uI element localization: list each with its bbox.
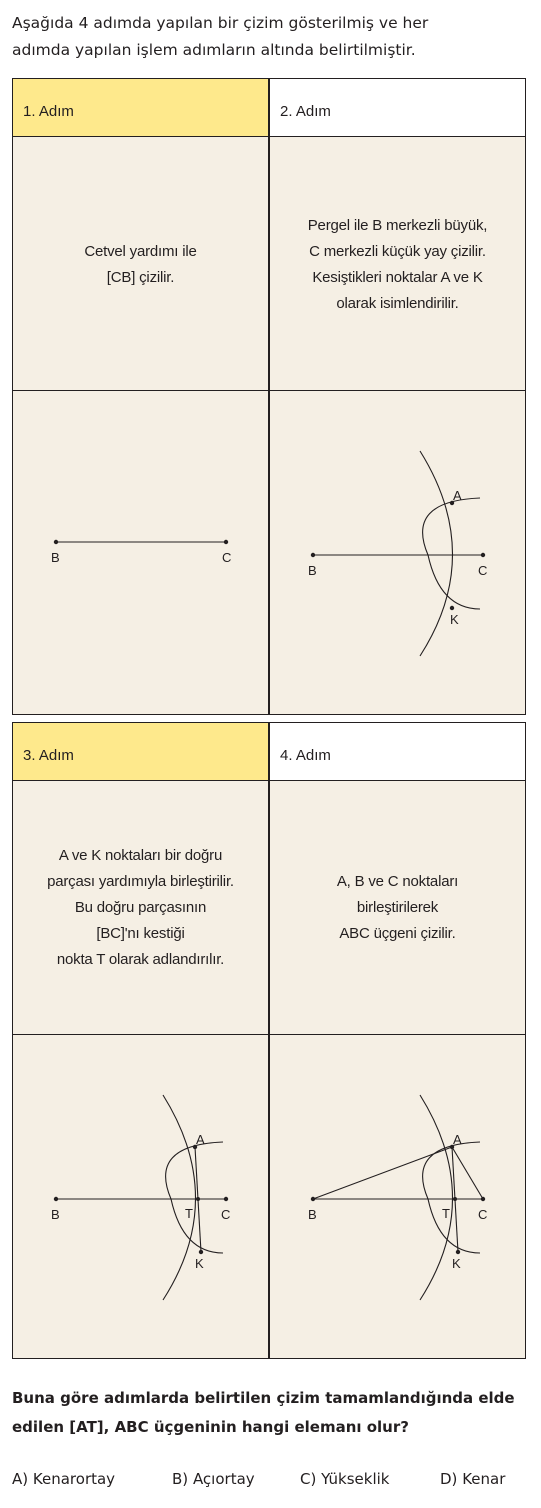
steps-grid-top <box>12 78 526 715</box>
option-letter: B) <box>172 1470 189 1488</box>
step-2-description: Pergel ile B merkezli büyük, C merkezli küçük yay çizilir. Kesiştikleri noktalar A ve K olarak isimlendirilir. <box>307 217 488 312</box>
option-letter: C) <box>300 1470 317 1488</box>
option-letter: D) <box>440 1470 458 1488</box>
step-4-panel <box>270 723 525 1358</box>
point-a-label: A <box>453 1132 462 1147</box>
option-c[interactable] <box>300 1470 390 1488</box>
step-2-panel <box>270 79 525 714</box>
step-1-header: 1. Adım <box>13 79 268 137</box>
point-k-label: K <box>452 1256 461 1271</box>
point-c-label: C <box>478 563 488 578</box>
step-2-drawing <box>270 391 525 711</box>
point-k-label: K <box>195 1256 204 1271</box>
option-text: Açıortay <box>192 1470 255 1488</box>
option-text: Kenar <box>462 1470 506 1488</box>
step-1-description: Cetvel yardımı ile [CB] çizilir. <box>84 243 197 286</box>
point-t-label: T <box>442 1206 450 1221</box>
step-1-panel <box>13 79 268 714</box>
point-b-label: B <box>308 563 317 578</box>
point-b-label: B <box>308 1207 317 1222</box>
point-c-label: C <box>221 1207 231 1222</box>
question-line-1: Buna göre adımlarda belirtilen çizim tamamlandığında elde <box>12 1389 515 1407</box>
step-3-drawing <box>13 1035 268 1355</box>
question-text <box>12 1384 537 1442</box>
option-b[interactable] <box>172 1470 255 1488</box>
step-1-drawing <box>13 391 268 711</box>
question-line-2: edilen [AT], ABC üçgeninin hangi elemanı olur? <box>12 1418 409 1436</box>
step-4-header: 4. Adım <box>270 723 525 781</box>
point-b-label: B <box>51 550 60 565</box>
steps-grid-bottom <box>12 722 526 1359</box>
step-3-description: A ve K noktaları bir doğru parçası yardımıyla birleştirilir. Bu doğru parçasının [BC]'nı kestiği nokta T olarak adlandırılır. <box>47 847 234 968</box>
step-3-panel <box>13 723 268 1358</box>
point-k-label: K <box>450 612 459 627</box>
option-letter: A) <box>12 1470 29 1488</box>
intro-line-1: Aşağıda 4 adımda yapılan bir çizim gösterilmiş ve her <box>12 14 429 32</box>
intro-text <box>12 10 532 64</box>
point-t-label: T <box>185 1206 193 1221</box>
point-c-label: C <box>478 1207 488 1222</box>
point-a-label: A <box>196 1132 205 1147</box>
step-3-header: 3. Adım <box>13 723 268 781</box>
option-a[interactable] <box>12 1470 115 1488</box>
intro-line-2: adımda yapılan işlem adımların altında belirtilmiştir. <box>12 41 416 59</box>
step-4-description: A, B ve C noktaları birleştirilerek ABC üçgeni çizilir. <box>336 873 459 942</box>
option-d[interactable] <box>440 1470 505 1488</box>
point-b-label: B <box>51 1207 60 1222</box>
option-text: Yükseklik <box>321 1470 390 1488</box>
point-c-label: C <box>222 550 232 565</box>
step-4-drawing <box>270 1035 525 1355</box>
point-a-label: A <box>453 488 462 503</box>
step-2-header: 2. Adım <box>270 79 525 137</box>
option-text: Kenarortay <box>32 1470 116 1488</box>
